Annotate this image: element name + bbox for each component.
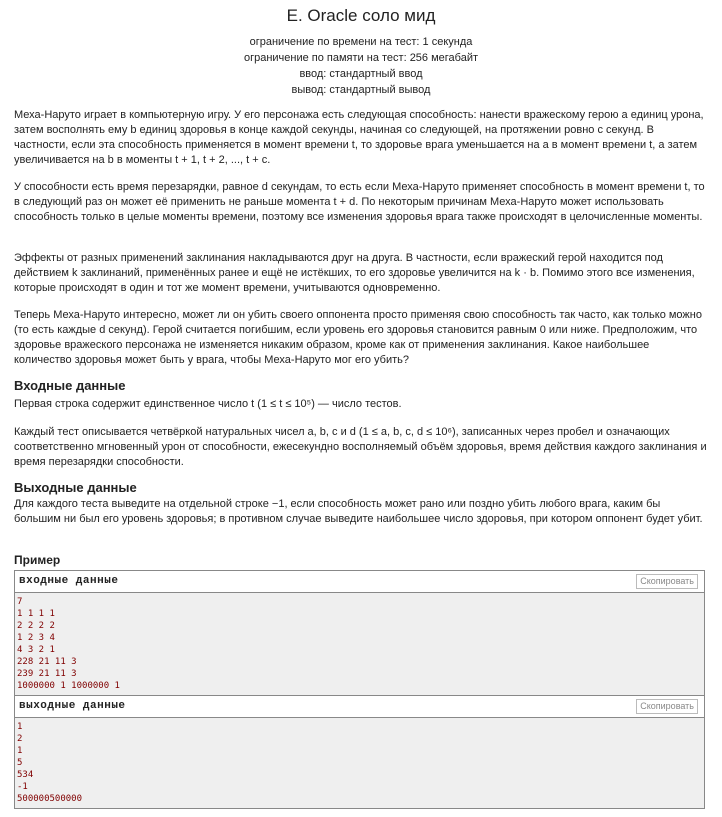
- time-limit: ограничение по времени на тест: 1 секунда: [249, 36, 473, 48]
- example-output-box: [14, 695, 705, 809]
- example-output-label: выходные данные: [19, 700, 126, 712]
- input-paragraph-2: Каждый тест описывается четвёркой натуральных чисел a, b, c и d (1 ≤ a, b, c, d ≤ 10⁶), записанных через пробел и означающих соответственно мгновенный урон от способности, ежесекундно восполняемый объём здоровья, время действия каждого заклинания и время перезарядки способности.: [14, 426, 707, 468]
- example-input-label: входные данные: [19, 575, 119, 587]
- copy-input-button[interactable]: Скопировать: [636, 574, 698, 589]
- input-file: ввод: стандартный ввод: [299, 68, 423, 80]
- example-input-text[interactable]: 7 1 1 1 1 2 2 2 2 1 2 3 4 4 3 2 1 228 21 11 3 239 21 11 3 1000000 1 1000000 1: [17, 597, 120, 691]
- input-paragraph-1: Первая строка содержит единственное число t (1 ≤ t ≤ 10⁵) — число тестов.: [14, 398, 402, 410]
- problem-title: E. Oracle соло мид: [286, 6, 436, 25]
- example-output-text[interactable]: 1 2 1 5 534 -1 500000500000: [17, 722, 83, 804]
- example-input-box: [14, 570, 705, 696]
- memory-limit: ограничение по памяти на тест: 256 мегабайт: [243, 52, 479, 64]
- output-paragraph-1: Для каждого теста выведите на отдельной строке −1, если способность может рано или поздно убить любого врага, каким бы большим ни был его уровень здоровья; в противном случае выведите наибольшее число здоровья, при котором оппонент будет убит.: [14, 498, 703, 525]
- example-output-header: [15, 696, 704, 718]
- output-file: вывод: стандартный вывод: [291, 84, 431, 96]
- legend-paragraph-1: Меха-Наруто играет в компьютерную игру. У его персонажа есть следующая способность: нанести вражескому герою a единиц урона, затем восполнять ему b единиц здоровья в конце каждой секунды, начиная со следующей, на протяжении ровно c секунд. В частности, если эта способность применяется в момент времени t, то здоровье врага уменьшается на a в момент времени t, а затем увеличивается на b в моменты t + 1, t + 2, ..., t + c.: [14, 109, 704, 166]
- example-input-header: [15, 571, 704, 593]
- output-section-title: Выходные данные: [14, 480, 137, 495]
- copy-output-button[interactable]: Скопировать: [636, 699, 698, 714]
- legend-paragraph-2: У способности есть время перезарядки, равное d секундам, то есть если Меха-Наруто применяет способность в момент времени t, то в следующий раз он может её применить не раньше момента t + d. По некоторым причинам Меха-Наруто может использовать способность только в целые моменты времени, поэтому все изменения здоровья врага также происходят в целочисленные моменты.: [14, 181, 705, 223]
- example-title: Пример: [14, 553, 61, 567]
- legend-paragraph-4: Теперь Меха-Наруто интересно, может ли он убить своего оппонента просто применяя свою способность так часто, как только можно (то есть каждые d секунд). Герой считается погибшим, если уровень его здоровья становится равным 0 или ниже. Предположим, что здоровье вражеского персонажа не изменяется никаким образом, кроме как от применения заклинания. Какое наибольшее количество здоровья может быть у врага, чтобы Меха-Наруто мог его убить?: [14, 309, 702, 366]
- legend-paragraph-3: Эффекты от разных применений заклинания накладываются друг на друга. В частности, если вражеский герой находится под действием k заклинаний, применённых ранее и ещё не истёкших, то его здоровье увеличится на k · b. Помимо этого все изменения, которые происходят в один и тот же момент времени, учитываются одновременно.: [14, 252, 695, 294]
- input-section-title: Входные данные: [14, 378, 126, 393]
